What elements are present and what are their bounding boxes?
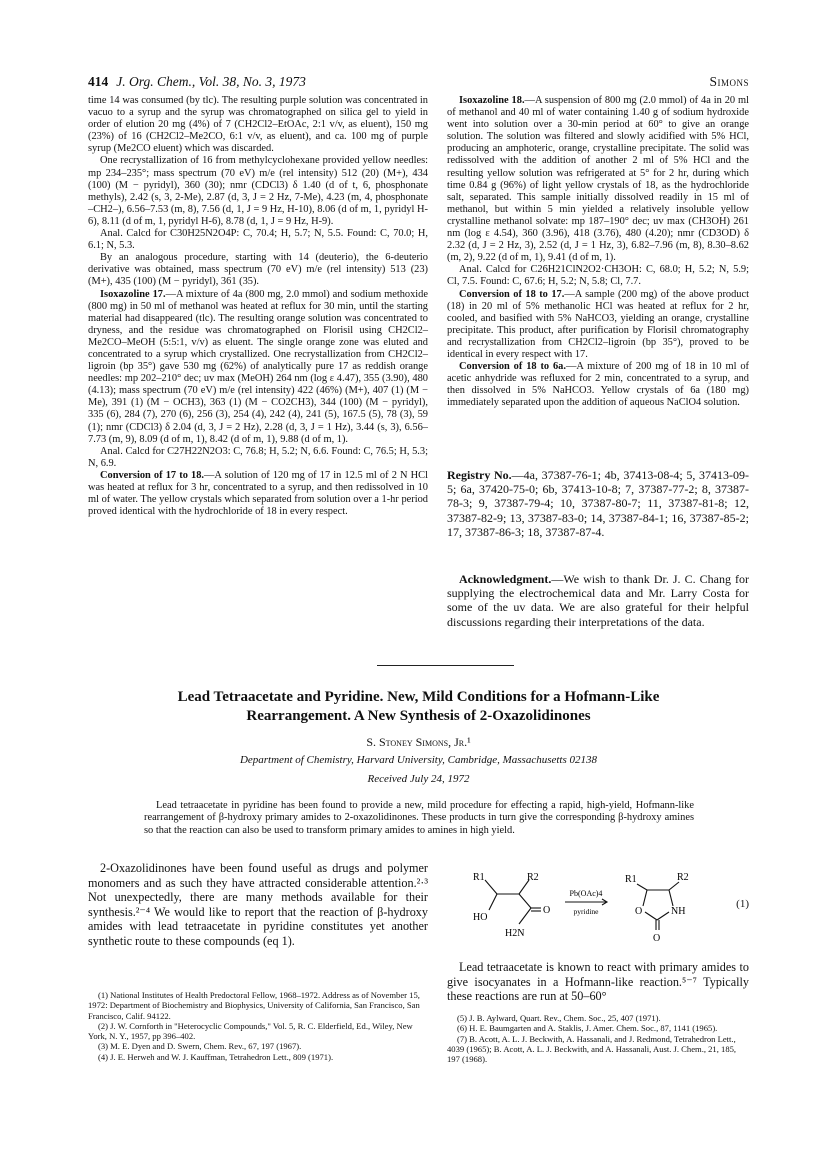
- section-heading: Conversion of 18 to 17.: [459, 288, 565, 300]
- paragraph: By an analogous procedure, starting with 14 (deuterio), the 6-deuterio derivative was obtained, mass spectrum (70 eV) m/e (rel intensity) 513 (23) (M+), 435 (100) (M − pyridyl), 361 (35).: [88, 252, 428, 288]
- footnote: (3) M. E. Dyen and D. Swern, Chem. Rev., 67, 197 (1967).: [98, 1041, 302, 1052]
- solvent-label: pyridine: [573, 907, 599, 916]
- header-author: Simons: [709, 74, 749, 89]
- footnote: (6) H. E. Baumgarten and A. Staklis, J. Amer. Chem. Soc., 87, 1141 (1965).: [457, 1023, 718, 1034]
- section-paragraph: [447, 289, 749, 362]
- carbonyl-o-label: O: [543, 905, 551, 916]
- reaction-scheme: [447, 858, 707, 948]
- registry-numbers: [447, 468, 749, 539]
- section-paragraph: [447, 95, 749, 264]
- section-text: —A solution of 120 mg of 17 in 12.5 ml of 2 N HCl was heated at reflux for 3 hr, concentrated to a syrup, and then redissolved in 10 ml of water. The yellow crystals which separated from solution over a 1-hr period proved identical with the hydrochloride of 18 in every respect.: [88, 469, 428, 518]
- amine-label: H2N: [505, 928, 525, 939]
- body-paragraph: Lead tetraacetate is known to react with primary amides to give isocyanates in a Hofmann-like reaction.⁵⁻⁷ Typically these reactions are run at 50–60°: [447, 960, 749, 1004]
- ring-nh-label: NH: [671, 906, 686, 917]
- paragraph: time 14 was consumed (by tlc). The resulting purple solution was concentrated in vacuo to a syrup and the syrup was chromatographed on silica gel to yield in order of elution 20 mg (4%) of 7 (CH2Cl2–EtOAc, 2:1 v/v, as eluent), 150 mg (23%) of 16 (CH2Cl2–Me2CO, 6:1 v/v, as eluent), and ca. 100 mg of purple syrup (Me2CO eluent) which was discarded.: [88, 95, 428, 155]
- received-date: Received July 24, 1972: [367, 773, 470, 785]
- title-line: Rearrangement. A New Synthesis of 2-Oxazolidinones: [246, 708, 591, 724]
- analysis-paragraph: Anal. Calcd for C30H25N2O4P: C, 70.4; H, 5.7; N, 5.5. Found: C, 70.0; H, 6.1; N, 5.3.: [88, 228, 428, 252]
- acknowledgment: [447, 572, 749, 629]
- journal-citation: J. Org. Chem., Vol. 38, No. 3, 1973: [116, 74, 306, 89]
- ring-oxygen-label: O: [635, 906, 643, 917]
- section-paragraph: [88, 289, 428, 446]
- exo-oxygen-label: O: [653, 933, 661, 944]
- reactant-bonds: [485, 880, 541, 924]
- section-text: —A mixture of 200 mg of 18 in 10 ml of acetic anhydride was refluxed for 2 min, concentrated to a syrup, and then dissolved in 5% NaHCO3. Yellow crystals of 6a (180 mg) immediately separated upon the addition of aqueous NaClO4 solution.: [447, 361, 749, 409]
- footnote: (2) J. W. Cornforth in "Heterocyclic Compounds," Vol. 5, R. C. Elderfield, Ed., Wiley, New York, N. Y., 1957, pp 396–402.: [88, 1020, 413, 1042]
- footnote: (4) J. E. Herweh and W. J. Kauffman, Tetrahedron Lett., 809 (1971).: [98, 1051, 334, 1062]
- intro-paragraph: 2-Oxazolidinones have been found useful as drugs and polymer monomers and as such they have attracted considerable attention.²·³ Not unexpectedly, there are many methods available for their synthesis.²⁻⁴ We would like to report that the reaction of β-hydroxy amides with lead tetraacetate in pyridine constitutes yet another synthetic route to these compounds (eq 1).: [88, 861, 428, 948]
- equation-number: (1): [736, 898, 749, 910]
- section-heading: Conversion of 18 to 6a.: [459, 361, 566, 373]
- paragraph: One recrystallization of 16 from methylcyclohexane provided yellow needles: mp 234–235°; mass spectrum (70 eV) m/e (rel intensity) 512 (20) (M+), 434 (100) (M − pyridyl), 360 (30); nmr (CDCl3) δ 1.40 (d of t, 6, phosphonate methyls), 2.42 (s, 3, 2-Me), 2.87 (d, 3, J = 2 Hz, 7-Me), 4.23 (m, 4, phosphonate –CH2–), 6.56–7.53 (m, 8), 7.56 (d, 1, J = 9 Hz, H-10), 8.06 (d of m, 1, pyridyl H-6), 8.11 (d of m, 1, pyridyl H-6), 8.78 (d, 1, J = 9 Hz, H-9).: [88, 155, 428, 227]
- reaction-arrow: [565, 899, 607, 905]
- hydroxyl-label: HO: [473, 912, 488, 923]
- article-author: S. Stoney Simons, Jr.¹: [366, 735, 471, 749]
- section-heading: Isoxazoline 17.: [100, 288, 166, 300]
- acknowledgment-text: —We wish to thank Dr. J. C. Chang for supplying the electrochemical data and Mr. Larry Costa for some of the uv data. We are also grateful for their helpful discussions regarding their interpretations of the data.: [447, 572, 749, 629]
- reactant-r1-label: R1: [473, 872, 485, 883]
- footnote: (5) J. B. Aylward, Quart. Rev., Chem. Soc., 25, 407 (1971).: [457, 1013, 661, 1023]
- footnotes-right: [447, 1013, 749, 1064]
- product-r2-label: R2: [677, 872, 689, 883]
- registry-text: —4a, 37387-76-1; 4b, 37413-08-4; 5, 37413-09-5; 6a, 37420-75-0; 6b, 37413-10-8; 7, 37387-77-2; 8, 37387-78-3; 9, 37387-79-4; 10, 37387-80-7; 11, 37387-81-8; 12, 37387-82-9; 13, 37387-83-0; 14, 37387-84-1; 16, 37387-85-2; 17, 37387-86-3; 18, 37387-87-4.: [447, 468, 749, 539]
- section-paragraph: [88, 470, 428, 518]
- article-divider: [377, 665, 514, 666]
- footnote: (1) National Institutes of Health Predoctoral Fellow, 1968–1972. Address as of November 15, 1972: Department of Biochemistry and Biophysics, University of California, San Francisco, San Francisco, Calif. 94122.: [88, 990, 420, 1021]
- section-paragraph: [447, 361, 749, 409]
- running-header: [88, 74, 749, 92]
- title-line: Lead Tetraacetate and Pyridine. New, Mild Conditions for a Hofmann-Like: [177, 689, 660, 705]
- section-heading: Isoxazoline 18.: [459, 95, 525, 106]
- section-text: —A sample (200 mg) of the above product (18) in 20 ml of 5% methanolic HCl was heated at reflux for 2 hr, cooled, and basified with 5% NaHCO3, yielding an orange, crystalline precipitate. This product, after purification by Florisil chromatography and recrystallization from CH2Cl2–ligroin (bp 35°), proved to be identical in every respect with 17.: [447, 288, 749, 360]
- reactant-r2-label: R2: [527, 872, 539, 883]
- page-number: 414: [88, 74, 109, 89]
- affiliation: Department of Chemistry, Harvard University, Cambridge, Massachusetts 02138: [239, 754, 598, 766]
- experimental-column-left: [88, 95, 428, 518]
- reaction-equation: [447, 858, 749, 948]
- experimental-column-right: [447, 95, 749, 409]
- header-left: [88, 74, 306, 90]
- reagent-label: Pb(OAc)4: [569, 889, 603, 898]
- section-heading: Conversion of 17 to 18.: [100, 469, 205, 481]
- registry-heading: Registry No.: [447, 468, 512, 482]
- analysis-paragraph: Anal. Calcd for C27H22N2O3: C, 76.8; H, 5.2; N, 6.6. Found: C, 76.5; H, 5.3; N, 6.9.: [88, 445, 428, 469]
- article-title: [88, 688, 749, 726]
- section-text: —A suspension of 800 mg (2.0 mmol) of 4a in 20 ml of methanol and 40 ml of water containing 1.40 g of sodium hydroxide went into solution over a 30-min period at 60° to give an orange solution. The solution was filtered and slowly acidified with 5% HCl, producing an amphoteric, orange, crystalline precipitate. The solid was redissolved with the addition of another 2 ml of 5% HCl and the resulting yellow solution was refrigerated at 5° for 2 hr, during which time 0.84 g (96%) of light yellow crystals of 18, as the hydrochloride salt, separated. This sample initially dissolved readily in 15 ml of methanol, but within 5 min yielded a relatively insoluble yellow crystalline methanol solvate: mp 187–190° dec; uv max (CH3OH) 261 nm (log ε 4.54), 360 (3.96), 418 (3.76), 480 (4.20); nmr (CD3OD) δ 2.32 (d, J = 2 Hz, 3), 2.52 (d, J = 1 Hz, 3), 6.82–7.96 (m, 8), 8.30–8.62 (m, 2), 9.22 (d of m, 1), 9.41 (d of m, 1).: [447, 95, 749, 264]
- footnote: (7) B. Acott, A. L. J. Beckwith, A. Hassanali, and J. Redmond, Tetrahedron Lett., 4039 (1965); B. Acott, A. L. J. Beckwith, and A. Hassanali, Aust. J. Chem., 21, 185, 197 (1968).: [447, 1033, 737, 1065]
- abstract: Lead tetraacetate in pyridine has been found to provide a new, mild procedure for effecting a rapid, high-yield, Hofmann-like rearrangement of β-hydroxy primary amides to 2-oxazolidinones. These products in turn give the corresponding β-hydroxy amines so that the reaction can also be used to transform primary amides to amines in high yield.: [144, 800, 694, 836]
- footnotes-left: [88, 990, 428, 1062]
- section-text: —A mixture of 4a (800 mg, 2.0 mmol) and sodium methoxide (800 mg) in 50 ml of methanol was heated at reflux for 30 min, until the starting material had disappeared (tlc). The resulting orange solution was concentrated to dryness, and the residue was chromatographed on Florisil using CH2Cl2–Me2CO–MeOH (5:5:1, v/v) as eluent. The single orange zone was eluted and concentrated to a syrup which crystallized. One recrystallization from CH2Cl2–ligroin (bp 35°) gave 530 mg (62%) of analytically pure 17 as reddish orange needles: mp 202–210° dec; uv max (MeOH) 264 nm (log ε 4.47), 355 (3.90), 480 (4.13); mass spectrum (70 eV) m/e (rel intensity) 422 (46%) (M+), 407 (1) (M − Me), 391 (1) (M − OCH3), 363 (1) (M − CO2CH3), 344 (100) (M − pyridyl), 335 (6), 284 (7), 270 (6), 256 (3), 254 (4), 242 (4), 241 (5), 167.5 (5), 78 (3), 59 (1); nmr (CDCl3) δ 2.04 (d, 3, J = 2 Hz), 2.28 (d, 3, J = 1 Hz), 3.44 (s, 3), 6.56–7.73 (m, 9), 8.09 (d of m, 1), 8.42 (d of m, 1), 9.88 (d of m, 1).: [88, 288, 428, 445]
- product-r1-label: R1: [625, 874, 637, 885]
- acknowledgment-heading: Acknowledgment.: [459, 572, 552, 586]
- analysis-paragraph: Anal. Calcd for C26H21ClN2O2·CH3OH: C, 68.0; H, 5.2; N, 5.9; Cl, 7.5. Found: C, 67.6; H, 5.2; N, 5.8; Cl, 7.7.: [447, 264, 749, 288]
